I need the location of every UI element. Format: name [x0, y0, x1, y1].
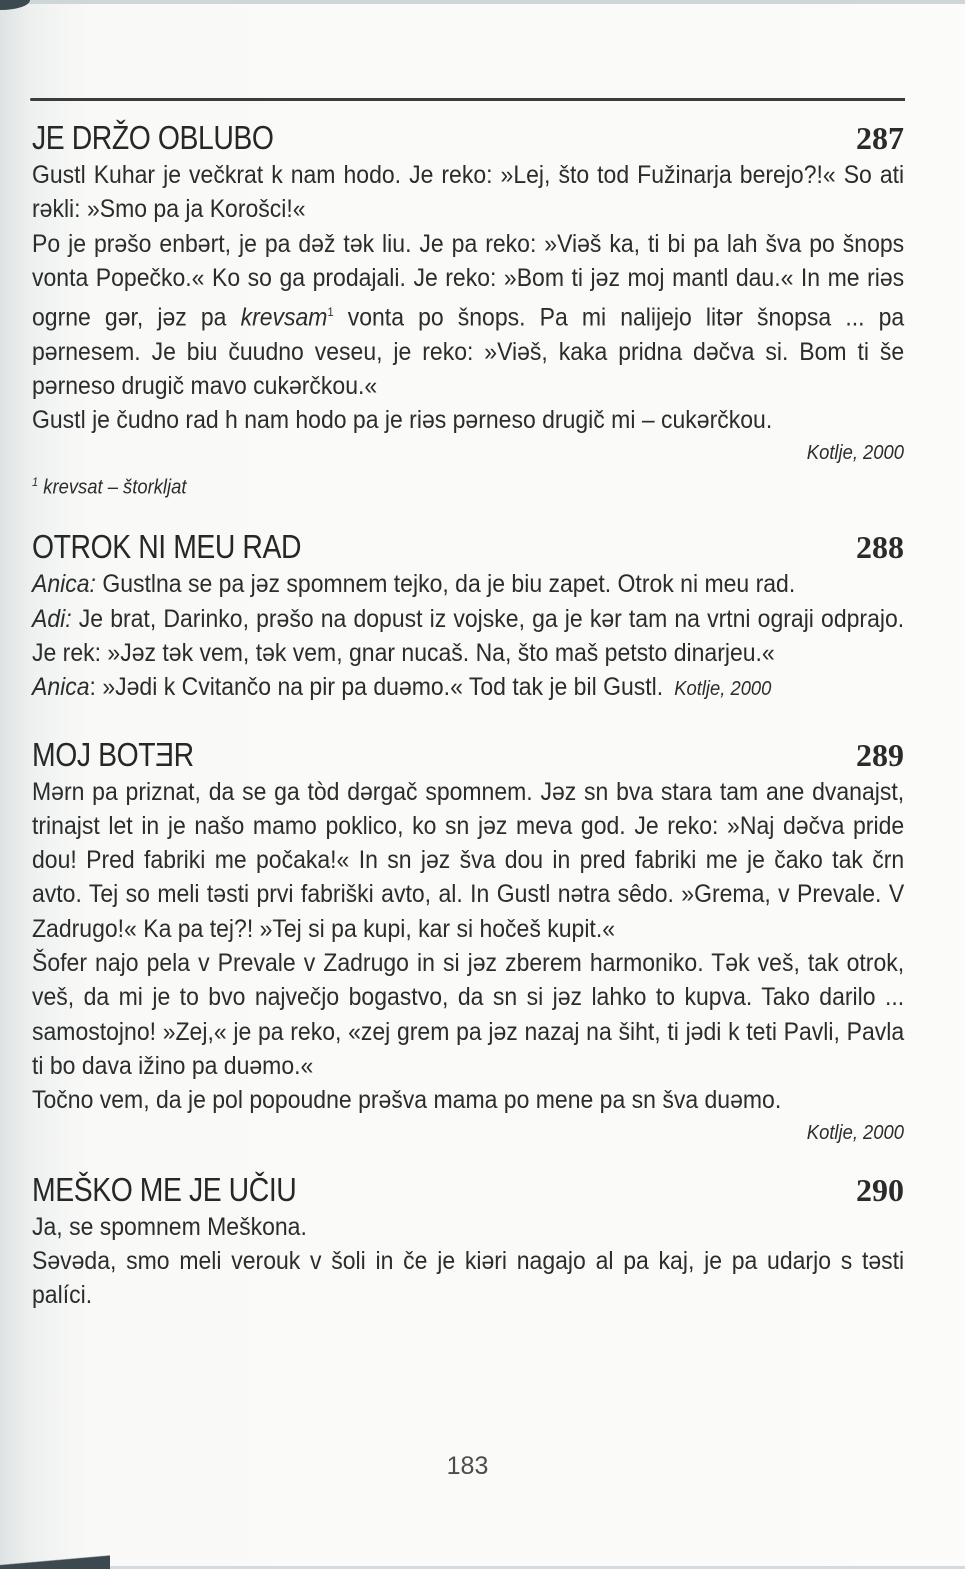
- story-289: [32, 735, 904, 1148]
- paragraph: Točno vem, da je pol popoudne prəšva mama po mene pa sn šva duəmo.: [32, 1086, 782, 1115]
- dialogue-line: Anica: Gustlna se pa jəz spomnem tejko, da je biu zapet. Otrok ni meu rad.: [32, 570, 796, 599]
- story-header: [32, 735, 904, 775]
- story-title: MEŠKO ME JE UČIU: [32, 1170, 297, 1208]
- speaker-name: Anica:: [32, 570, 96, 599]
- paragraph: Ja, se spomnem Meškona.: [32, 1212, 307, 1241]
- story-number: 288: [856, 529, 904, 566]
- paragraph: Šofer najo pela v Prevale v Zadrugo in si jəz zberem harmoniko. Tək veš, tak otrok, veš, da mi je to bvo največjo bogastvo, da sn si jəz lahko to kupva. Tako darilo ... samostojno! »Zej,« je pa reko, «zej grem pa jəz nazaj na šiht, ti jədi k teti Pavli, Pavla ti bo dava ižino pa duəmo.«: [32, 949, 905, 1080]
- story-title: OTROK NI MEU RAD: [32, 528, 302, 566]
- story-number: 290: [856, 1171, 904, 1208]
- source-citation: Kotlje, 2000: [674, 678, 772, 701]
- italic-term: krevsam: [240, 303, 328, 332]
- footnote: $^1$ krevsat – štorkljat: [32, 474, 187, 499]
- page-number: 183: [446, 1452, 489, 1480]
- paragraph: Mərn pa priznat, da se ga tòd dərgač spomnem. Jəz sn bva stara tam ane dvanajst, trinajst let in je našo mamo poklico, ko sn jəz meva god. Je reko: »Naj dəčva pride dou! Pred fabriki me počaka!« In sn jəz šva dou in pred fabriki me je čako tak črn avto. Tej so meli təsti prvi fabriški avto, al. In Gustl nətra sêdo. »Grema, v Prevale. V Zadrugo!« Ka pa tej?! »Tej si pa kupi, kar si hočeš kupit.«: [32, 777, 905, 943]
- story-number: 287: [856, 120, 904, 156]
- source-citation: Kotlje, 2000: [806, 441, 904, 464]
- scan-top-edge: [0, 0, 965, 4]
- scan-bottom-corner-shadow: [0, 1555, 110, 1569]
- story-number: 289: [856, 736, 904, 773]
- story-header: [32, 1170, 904, 1210]
- paragraph: Gustl Kuhar je večkrat k nam hodo. Je reko: »Lej, što tod Fužinarja berejo?!« So ati rəkli: »Smo pa ja Korošci!«: [32, 161, 905, 224]
- dialogue-line: Adi: Je brat, Darinko, prəšo na dopust iz vojske, ga je kər tam na vrtni ograji odprajo. Je rek: »Jəz tək vem, tək vem, gnar nucaš. Na, što maš petsto dinarjeu.«: [32, 604, 905, 667]
- story-title: JE DRŽO OBLUBO: [32, 119, 274, 156]
- speaker-name: Anica: [32, 673, 90, 702]
- story-header: [32, 118, 904, 158]
- story-288: [32, 527, 904, 706]
- paragraph: Po je prəšo enbərt, je pa dəž tək liu. Je pa reko: »Viəš ka, ti bi pa lah šva po šnops vonta Popečko.« Ko so ga prodajali. Je reko: »Bom ti jəz moj mantl dau.« In me riəs ogrne gər, jəz pa krevsam$^1$ vonta po šnops. Pa mi nalijejo litər šnopsa ... pa pərnesem. Je biu čuudno veseu, je reko: »Viəš, kaka pridna dəčva si. Bom ti še pərneso drugič mavo cukərčkou.«: [32, 229, 905, 401]
- story-287: [32, 118, 904, 501]
- footnote-marker: 1: [327, 305, 334, 320]
- speaker-name: Adi:: [32, 604, 72, 633]
- story-header: [32, 527, 904, 567]
- dialogue-line: Anica: »Jədi k Cvitančo na pir pa duəmo.« Tod tak je bil Gustl. Kotlje, 2000: [32, 673, 772, 702]
- paragraph: Gustl je čudno rad h nam hodo pa je riəs pərneso drugič mi – cukərčkou.: [32, 406, 773, 435]
- story-290: [32, 1170, 904, 1313]
- page-content: [32, 118, 904, 1312]
- story-title: MOJ BOTƎR: [32, 735, 194, 773]
- paragraph: Səvəda, smo meli verouk v šoli in če je kiəri nagajo al pa kaj, je pa udarjo s təsti palíci.: [32, 1246, 905, 1310]
- source-citation: Kotlje, 2000: [806, 1121, 904, 1144]
- header-rule: [30, 98, 905, 101]
